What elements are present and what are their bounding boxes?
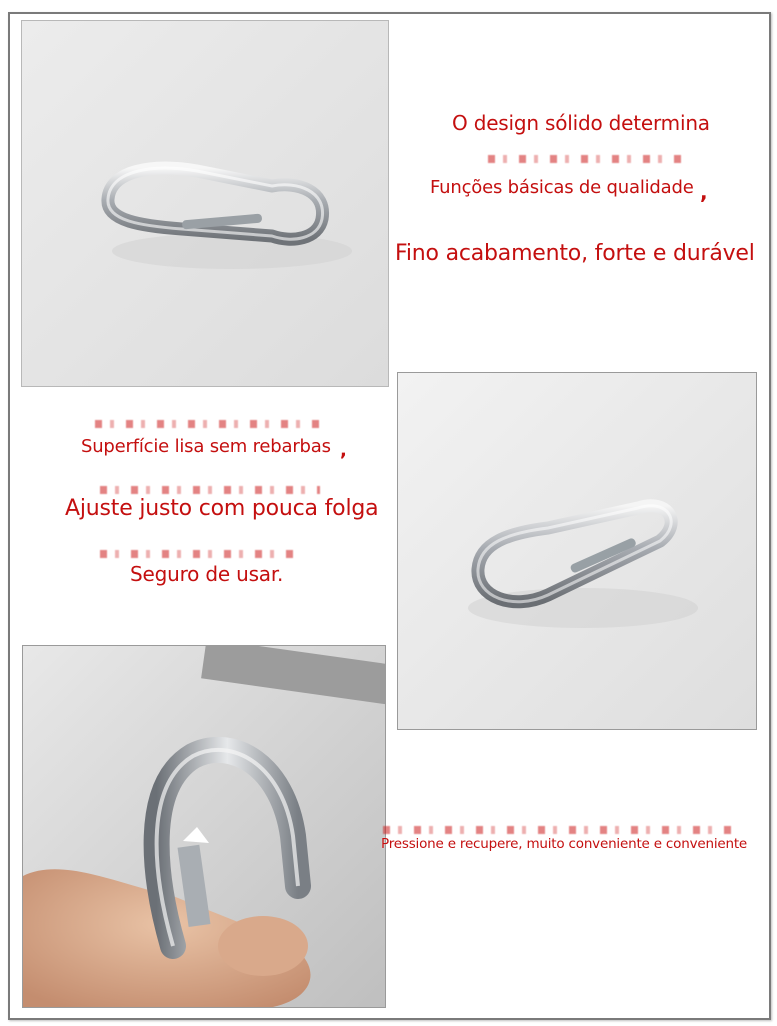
- caption-fine-finish: Fino acabamento, forte e durável: [395, 241, 755, 266]
- carabiner-in-hand-photo: [22, 645, 386, 1008]
- carabiner-photo-icon: [22, 21, 388, 386]
- carabiner-in-hand-photo-icon: [23, 646, 385, 1007]
- caption-basic-functions: Funções básicas de qualidade: [430, 177, 694, 198]
- caption-solid-design: O design sólido determina: [452, 111, 710, 135]
- carabiner-photo-icon: [398, 373, 756, 729]
- caption-comma: ,: [340, 440, 347, 461]
- caption-safe-to-use: Seguro de usar.: [130, 562, 284, 586]
- caption-smooth-surface: Superfície lisa sem rebarbas: [81, 436, 331, 457]
- carabiner-photo-1: [21, 20, 389, 387]
- caption-press-and-recover: Pressione e recupere, muito conveniente e conveniente: [381, 836, 748, 852]
- caption-tight-fit: Ajuste justo com pouca folga: [65, 496, 379, 521]
- caption-comma: ,: [700, 180, 708, 204]
- carabiner-photo-2: [397, 372, 757, 730]
